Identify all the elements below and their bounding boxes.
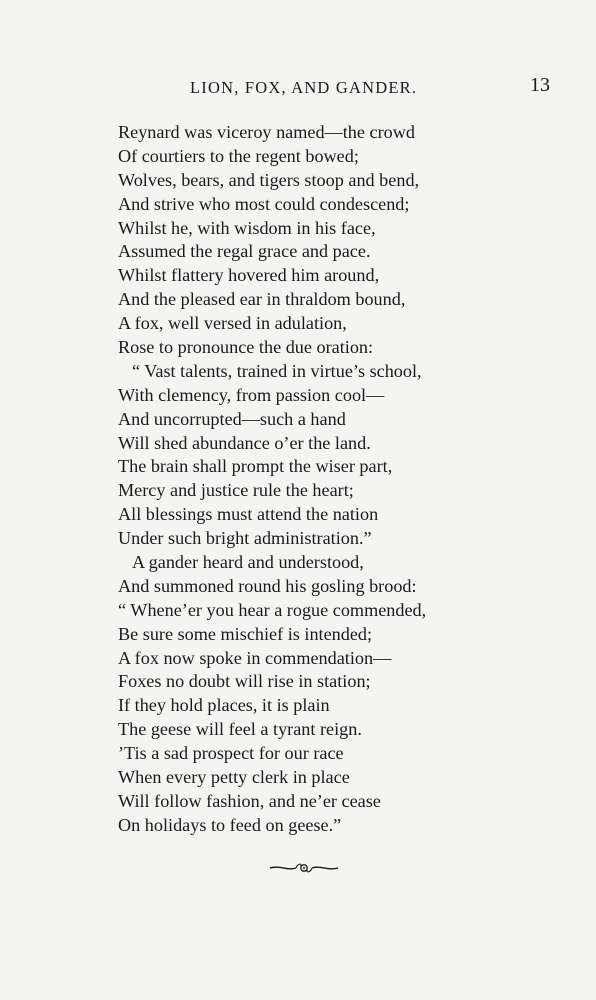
poem-line: A gander heard and understood, [132,552,364,573]
poem-line: And uncorrupted—such a hand [118,408,346,429]
poem-line: Whilst he, with wisdom in his face, [118,217,376,238]
poem-line: With clemency, from passion cool— [118,384,385,405]
poem-line: ’Tis a sad prospect for our race [118,743,344,764]
poem-line: Will follow fashion, and ne’er cease [118,790,381,811]
poem-line: The brain shall prompt the wiser part, [118,456,393,477]
poem-line: Will shed abundance o’er the land. [118,432,371,453]
poem-line: And the pleased ear in thraldom bound, [118,289,406,310]
poem-line: Mercy and justice rule the heart; [118,480,354,501]
poem-line: Whilst flattery hovered him around, [118,265,380,286]
poem-line: Foxes no doubt will rise in station; [118,671,371,692]
running-title: LION, FOX, AND GANDER. [190,78,418,97]
poem-line: If they hold places, it is plain [118,695,330,716]
poem-line: All blessings must attend the nation [118,504,379,525]
poem-line: Rose to pronounce the due oration: [118,337,374,358]
poem-line: A fox now spoke in commendation— [118,647,392,668]
poem-line: Of courtiers to the regent bowed; [118,145,359,166]
poem-line: Be sure some mischief is intended; [118,623,373,644]
fleuron-ornament-icon [268,860,340,876]
poem-line: The geese will feel a tyrant reign. [118,719,362,740]
poem-line: Assumed the regal grace and pace. [118,241,371,262]
page-number: 13 [530,74,550,96]
poem-line: On holidays to feed on geese.” [118,814,342,835]
poem-line: A fox, well versed in adulation, [118,313,347,334]
poem-line: Under such bright administration.” [118,528,372,549]
poem-line: “ Vast talents, trained in virtue’s school, [132,360,422,381]
poem-line: Wolves, bears, and tigers stoop and bend, [118,169,420,190]
poem-line: Reynard was viceroy named—the crowd [118,122,415,142]
poem-line: And summoned round his gosling brood: [118,575,417,596]
poem-line: “ Whene’er you hear a rogue commended, [118,599,427,620]
poem-body [118,121,578,838]
poem-line: When every petty clerk in place [118,767,350,788]
poem-line: And strive who most could condescend; [118,193,410,214]
